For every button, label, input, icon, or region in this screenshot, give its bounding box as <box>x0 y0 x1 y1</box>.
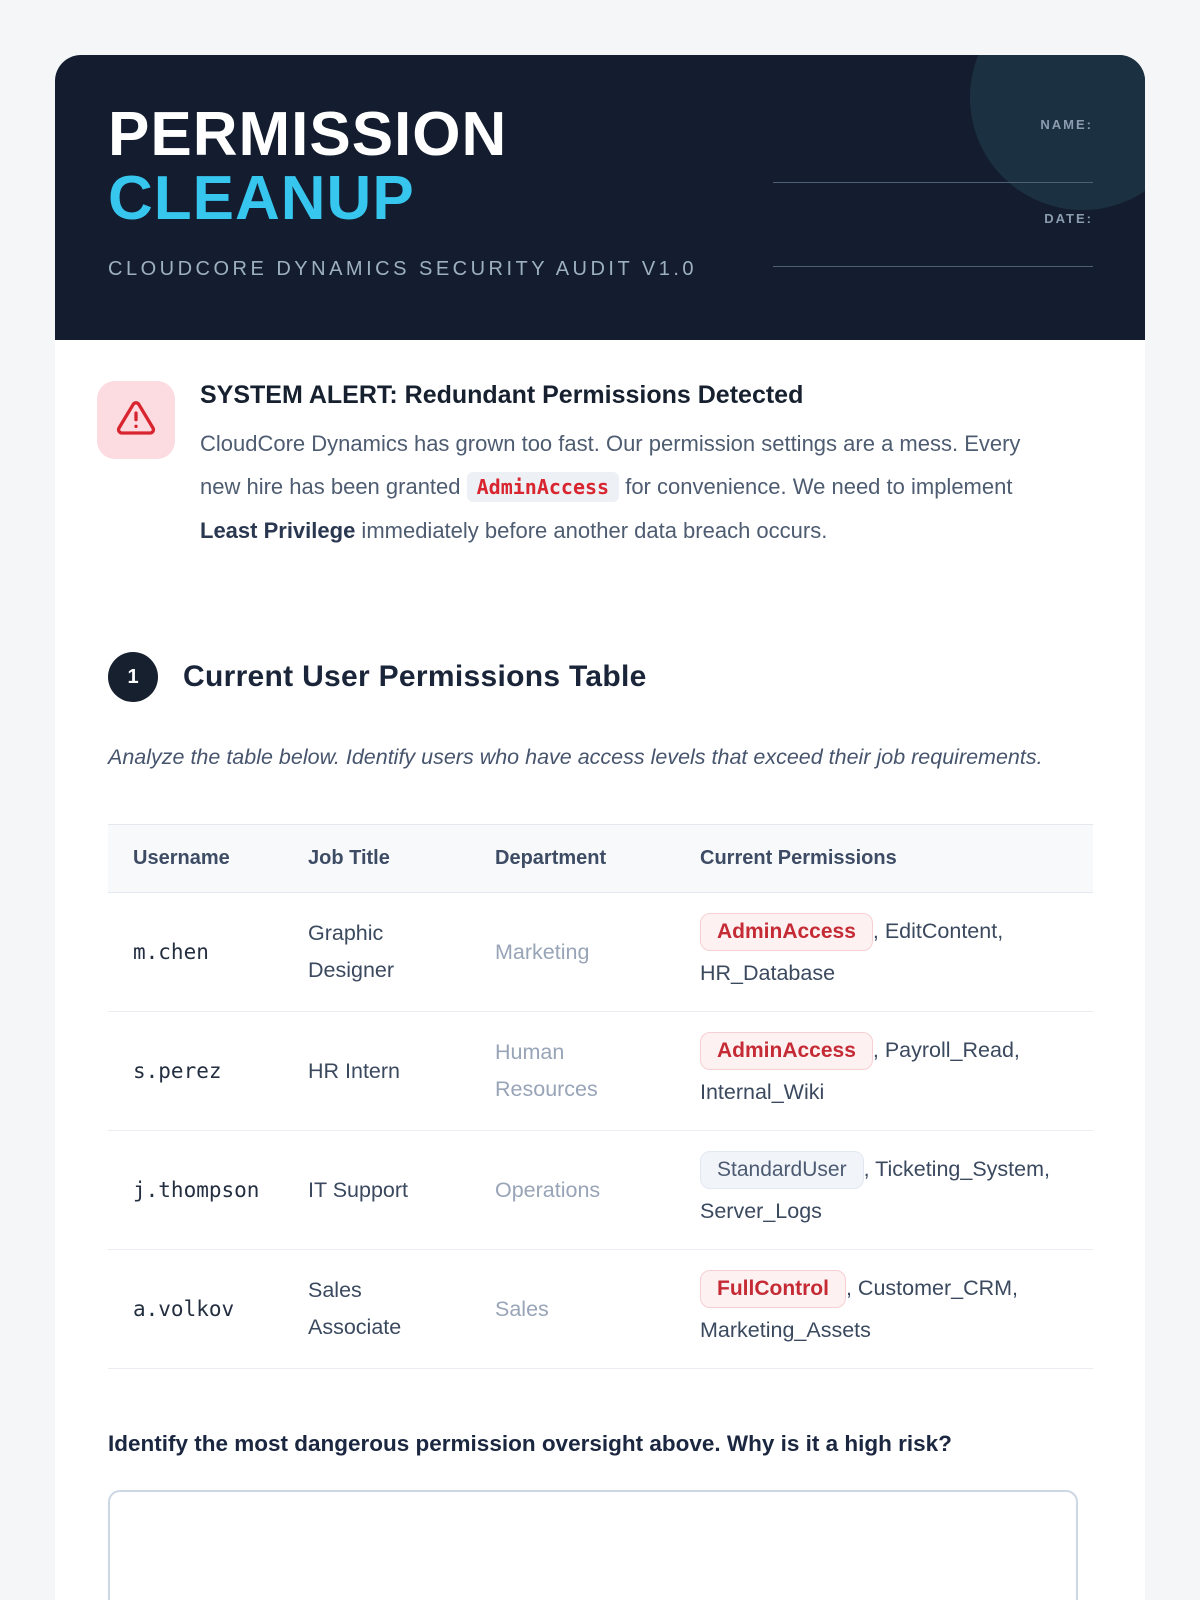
cell-username: m.chen <box>108 893 308 1012</box>
section-number-badge: 1 <box>108 652 158 702</box>
cell-job-title: HR Intern <box>308 1012 495 1131</box>
header-fields <box>773 103 1093 340</box>
date-label: DATE: <box>1044 211 1093 226</box>
cell-permissions <box>700 1012 1093 1131</box>
warning-triangle-icon <box>116 398 156 443</box>
cell-department: Operations <box>495 1131 700 1250</box>
col-header-department: Department <box>495 825 700 893</box>
alert-title: SYSTEM ALERT: Redundant Permissions Detected <box>200 381 804 409</box>
table-row-a.volkov <box>108 1250 1093 1369</box>
other-permissions-text: , Customer_CRM, Marketing_Assets <box>700 1276 1019 1342</box>
header-titles <box>108 100 698 340</box>
worksheet-header <box>55 55 1145 340</box>
cell-permissions <box>700 893 1093 1012</box>
cell-job-title: Graphic Designer <box>308 893 495 1012</box>
worksheet-subtitle: CLOUDCORE DYNAMICS SECURITY AUDIT V1.0 <box>108 258 698 280</box>
cell-permissions <box>700 1250 1093 1369</box>
worksheet-card <box>55 55 1145 1600</box>
cell-department: Human Resources <box>495 1012 700 1131</box>
permission-badge-AdminAccess: AdminAccess <box>700 1032 873 1070</box>
col-header-job-title: Job Title <box>308 825 495 893</box>
title-line-1: PERMISSION <box>108 100 508 169</box>
table-row-s.perez <box>108 1012 1093 1131</box>
col-header-username: Username <box>108 825 308 893</box>
alert-text <box>200 381 1060 552</box>
alert-body: CloudCore Dynamics has grown too fast. Our permission settings are a mess. Every new hire has been granted AdminAccess for convenience. We need to implement Least Privilege immediately before another data breach occurs. <box>200 431 1021 543</box>
admin-access-code-chip: AdminAccess <box>467 472 619 502</box>
permission-badge-FullControl: FullControl <box>700 1270 846 1308</box>
answer-input[interactable] <box>108 1490 1078 1600</box>
cell-job-title: Sales Associate <box>308 1250 495 1369</box>
least-privilege-term: Least Privilege <box>200 518 356 543</box>
cell-department: Sales <box>495 1250 700 1369</box>
permissions-table <box>108 824 1093 1369</box>
section-instructions: Analyze the table below. Identify users who have access levels that exceed their job requirements. <box>108 745 1043 769</box>
permission-badge-AdminAccess: AdminAccess <box>700 913 873 951</box>
name-label: NAME: <box>1040 117 1093 132</box>
permission-badge-StandardUser: StandardUser <box>700 1151 864 1189</box>
title-line-2: CLEANUP <box>108 164 415 233</box>
cell-username: a.volkov <box>108 1250 308 1369</box>
question-prompt: Identify the most dangerous permission oversight above. Why is it a high risk? <box>108 1431 952 1456</box>
cell-username: s.perez <box>108 1012 308 1131</box>
other-permissions-text: , Payroll_Read, Internal_Wiki <box>700 1038 1020 1104</box>
worksheet-body <box>55 340 1145 1600</box>
cell-job-title: IT Support <box>308 1131 495 1250</box>
table-row-j.thompson <box>108 1131 1093 1250</box>
system-alert <box>97 381 1093 552</box>
table-row-m.chen <box>108 893 1093 1012</box>
cell-department: Marketing <box>495 893 700 1012</box>
col-header-permissions: Current Permissions <box>700 825 1093 893</box>
cell-username: j.thompson <box>108 1131 308 1250</box>
alert-icon-box <box>97 381 175 459</box>
section-1-heading <box>108 652 1093 702</box>
other-permissions-text: , EditContent, HR_Database <box>700 919 1004 985</box>
other-permissions-text: , Ticketing_System, Server_Logs <box>700 1157 1050 1223</box>
cell-permissions <box>700 1131 1093 1250</box>
name-blank-line[interactable] <box>773 182 1093 183</box>
section-title: Current User Permissions Table <box>183 660 647 693</box>
date-blank-line[interactable] <box>773 266 1093 267</box>
table-header-row <box>108 825 1093 893</box>
